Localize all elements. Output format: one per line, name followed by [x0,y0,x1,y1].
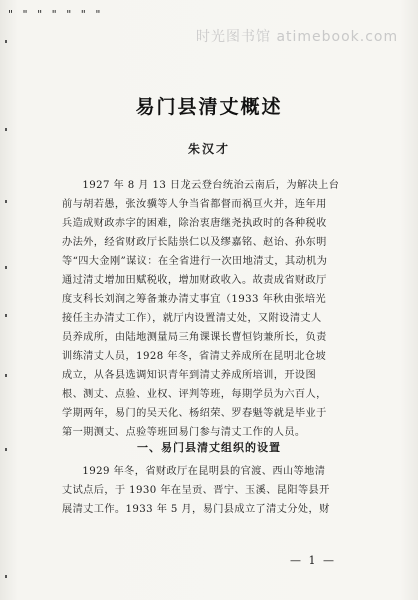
text-line: 接任主办清丈工作），就厅内设置清丈处，又附设清丈人 [62,313,322,324]
text-line: 员养成所，由陆地测量局三角课课长曹恒钧兼所长，负责 [62,332,327,343]
margin-mark [5,374,7,377]
margin-mark [5,266,7,269]
margin-mark [5,40,7,43]
text-line: 等“四大金刚”谋议：在全省进行一次田地清丈，其动机为 [62,256,328,267]
page-number: — 1 — [290,554,336,567]
text-line: 1929 年冬，省财政厅在昆明县的官渡、西山等地清 [82,466,326,477]
text-line: 展清丈工作。1933 年 5 月，易门县成立了清丈分处，财 [62,504,330,515]
text-line: 度支科长刘润之筹备兼办清丈事宜（1933 年秋由张培光 [62,294,327,305]
header-marks: " " " " " " " [8,8,104,21]
text-line: 办法外，经省财政厅长陆祟仁以及缪嘉铭、赵诒、孙东明 [62,237,327,248]
text-line: 兵造成财政赤字的困难，除治衷唐继尧执政时的各种税收 [62,218,327,229]
margin-mark [5,128,7,131]
text-line: 学期两年，易门的吴天化、杨绍荣、罗春魁等就是毕业于 [62,408,327,419]
margin-mark [5,575,7,578]
watermark-text: 时光图书馆 atimebook.com [196,29,399,45]
text-line: 成立，从各县选调知识青年到清丈养成所培训，开设图 [62,370,317,381]
margin-mark [5,314,7,317]
text-line: 根、测丈、点验、业权、评判等班，每期学员为六百人， [62,389,327,400]
text-line: 1927 年 8 月 13 日龙云登台统治云南后，为解决上台 [82,180,340,191]
section-heading: 一、易门县清丈组织的设置 [137,441,281,454]
margin-mark [5,200,7,203]
author-name: 朱汉才 [187,142,230,156]
document-title: 易门县清丈概述 [135,96,283,118]
text-line: 丈试点后，于 1930 年在呈贡、晋宁、玉溪、昆阳等县开 [62,485,330,496]
text-line: 第一期测丈、点验等班回易门参与清丈工作的人员。 [62,427,306,438]
text-line: 通过清丈增加田赋税收，增加财政收入。故责成省财政厅 [62,275,327,286]
paragraph-section-1 [62,462,378,519]
text-line: 前与胡若愚，张汝骥等人争当省都督而祸亘火并，连年用 [62,199,327,210]
paragraph-intro [62,176,378,442]
text-line: 训练清丈人员，1928 年冬，省清丈养成所在昆明北仓坡 [62,351,327,362]
